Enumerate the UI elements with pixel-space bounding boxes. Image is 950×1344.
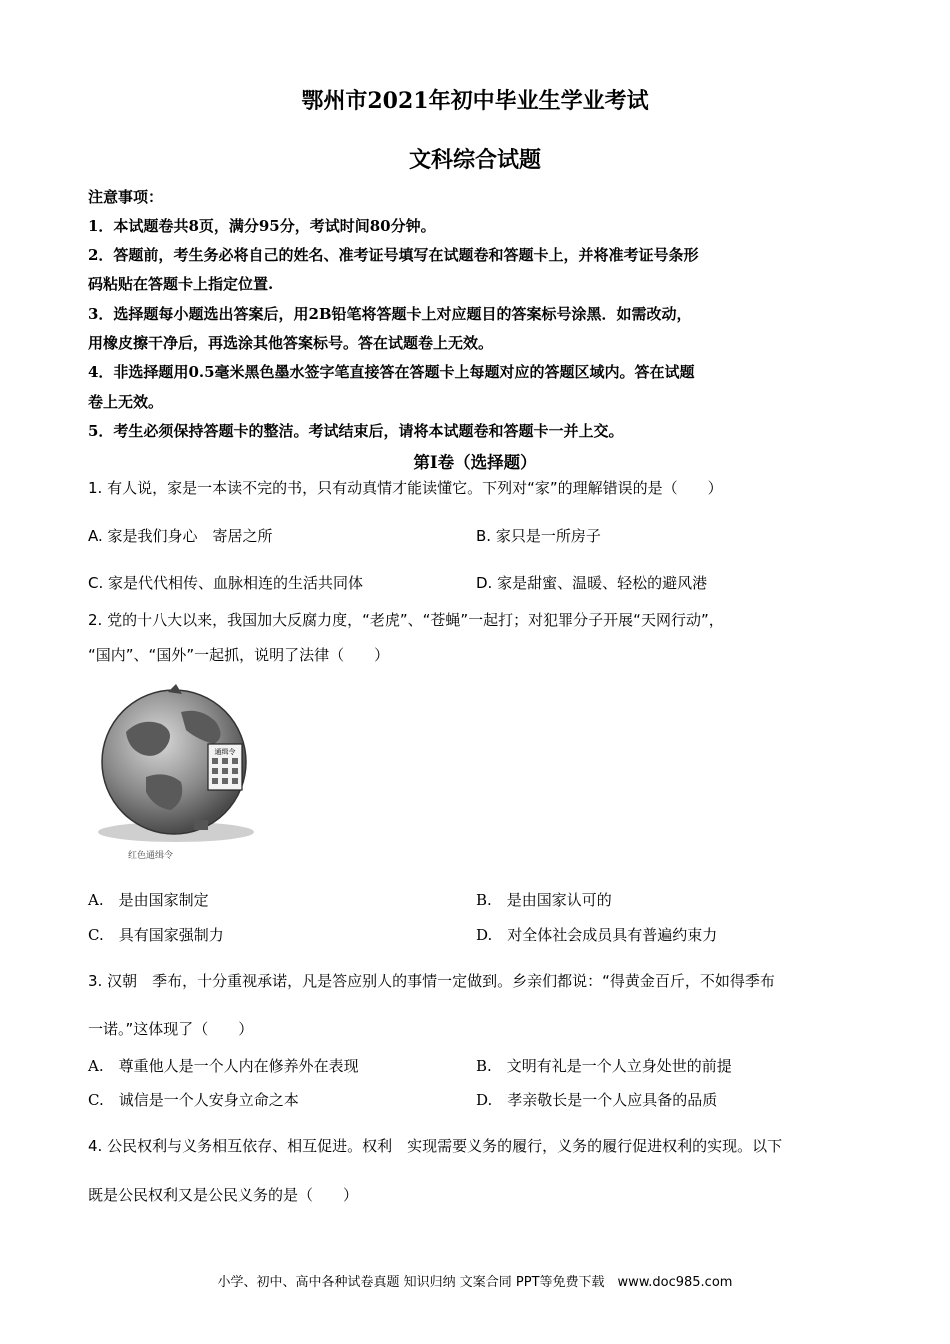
q3-option-b: B. 文明有礼是一个人立身处世的前提 bbox=[476, 1057, 732, 1075]
notice-heading: 注意事项： bbox=[88, 188, 164, 206]
q2-stem-line1: 2. 党的十八大以来，我国加大反腐力度，“老虎”、“苍蝇”一起打；对犯罪分子开展“天网行动”， bbox=[88, 611, 724, 629]
q3-option-a: A. 尊重他人是一个人内在修养外在表现 bbox=[88, 1057, 359, 1075]
q2-option-b: B. 是由国家认可的 bbox=[476, 891, 612, 909]
notice-item-3: 3．选择题每小题选出答案后，用2B铅笔将答题卡上对应题目的答案标号涂黑．如需改动， bbox=[88, 305, 692, 323]
section-title: 第Ⅰ卷（选择题） bbox=[413, 453, 537, 472]
q3-option-d: D. 孝亲敬长是一个人应具备的品质 bbox=[476, 1091, 718, 1109]
q2-option-a: A. 是由国家制定 bbox=[88, 891, 209, 909]
page-subtitle: 文科综合试题 bbox=[408, 147, 541, 173]
page-title: 鄂州市2021年初中毕业生学业考试 bbox=[301, 88, 649, 114]
q3-stem-line2: 一诺。”这体现了（ ） bbox=[88, 1020, 254, 1038]
q1-option-a: A. 家是我们身心 寄居之所 bbox=[88, 527, 273, 545]
q1-option-c: C. 家是代代相传、血脉相连的生活共同体 bbox=[88, 574, 364, 592]
q1-stem: 1. 有人说，家是一本读不完的书，只有动真情才能读懂它。下列对“家”的理解错误的是（ ） bbox=[88, 479, 723, 497]
notice-item-5: 5．考生必须保持答题卡的整洁。考试结束后，请将本试题卷和答题卡一并上交。 bbox=[88, 422, 624, 440]
q1-option-d: D. 家是甜蜜、温暖、轻松的避风港 bbox=[476, 574, 708, 592]
notice-item-2: 2．答题前，考生务必将自己的姓名、准考证号填写在试题卷和答题卡上，并将准考证号条形 bbox=[88, 246, 699, 264]
globe-image bbox=[86, 682, 261, 857]
page-footer: 小学、初中、高中各种试卷真题 知识归纳 文案合同 PPT等免费下载 www.doc985.com bbox=[217, 1275, 733, 1290]
notice-item-1: 1．本试题卷共8页，满分95分，考试时间80分钟。 bbox=[88, 217, 436, 235]
notice-board-text: 通缉令 bbox=[214, 748, 236, 756]
q2-option-d: D. 对全体社会成员具有普遍约束力 bbox=[476, 926, 718, 944]
q4-stem-line2: 既是公民权利又是公民义务的是（ ） bbox=[88, 1186, 359, 1204]
notice-item-4-cont: 卷上无效。 bbox=[88, 393, 164, 411]
q3-stem-line1: 3. 汉朝 季布，十分重视承诺，凡是答应别人的事情一定做到。乡亲们都说：“得黄金百斤，不如得季布 bbox=[88, 972, 775, 990]
notice-item-4: 4．非选择题用0.5毫米黑色墨水签字笔直接答在答题卡上每题对应的答题区域内。答在试题 bbox=[88, 363, 695, 381]
globe-illustration bbox=[86, 682, 261, 857]
globe-caption: 红色通缉令 bbox=[128, 851, 174, 861]
q3-option-c: C. 诚信是一个人安身立命之本 bbox=[88, 1091, 299, 1109]
q4-stem-line1: 4. 公民权利与义务相互依存、相互促进。权利 实现需要义务的履行，义务的履行促进权利的实现。以下 bbox=[88, 1137, 783, 1155]
notice-item-2-cont: 码粘贴在答题卡上指定位置. bbox=[88, 275, 274, 293]
q2-stem-line2: “国内”、“国外”一起抓，说明了法律（ ） bbox=[88, 646, 390, 664]
q2-option-c: C. 具有国家强制力 bbox=[88, 926, 224, 944]
notice-item-3-cont: 用橡皮擦干净后，再选涂其他答案标号。答在试题卷上无效。 bbox=[88, 334, 494, 352]
q1-option-b: B. 家只是一所房子 bbox=[476, 527, 601, 545]
